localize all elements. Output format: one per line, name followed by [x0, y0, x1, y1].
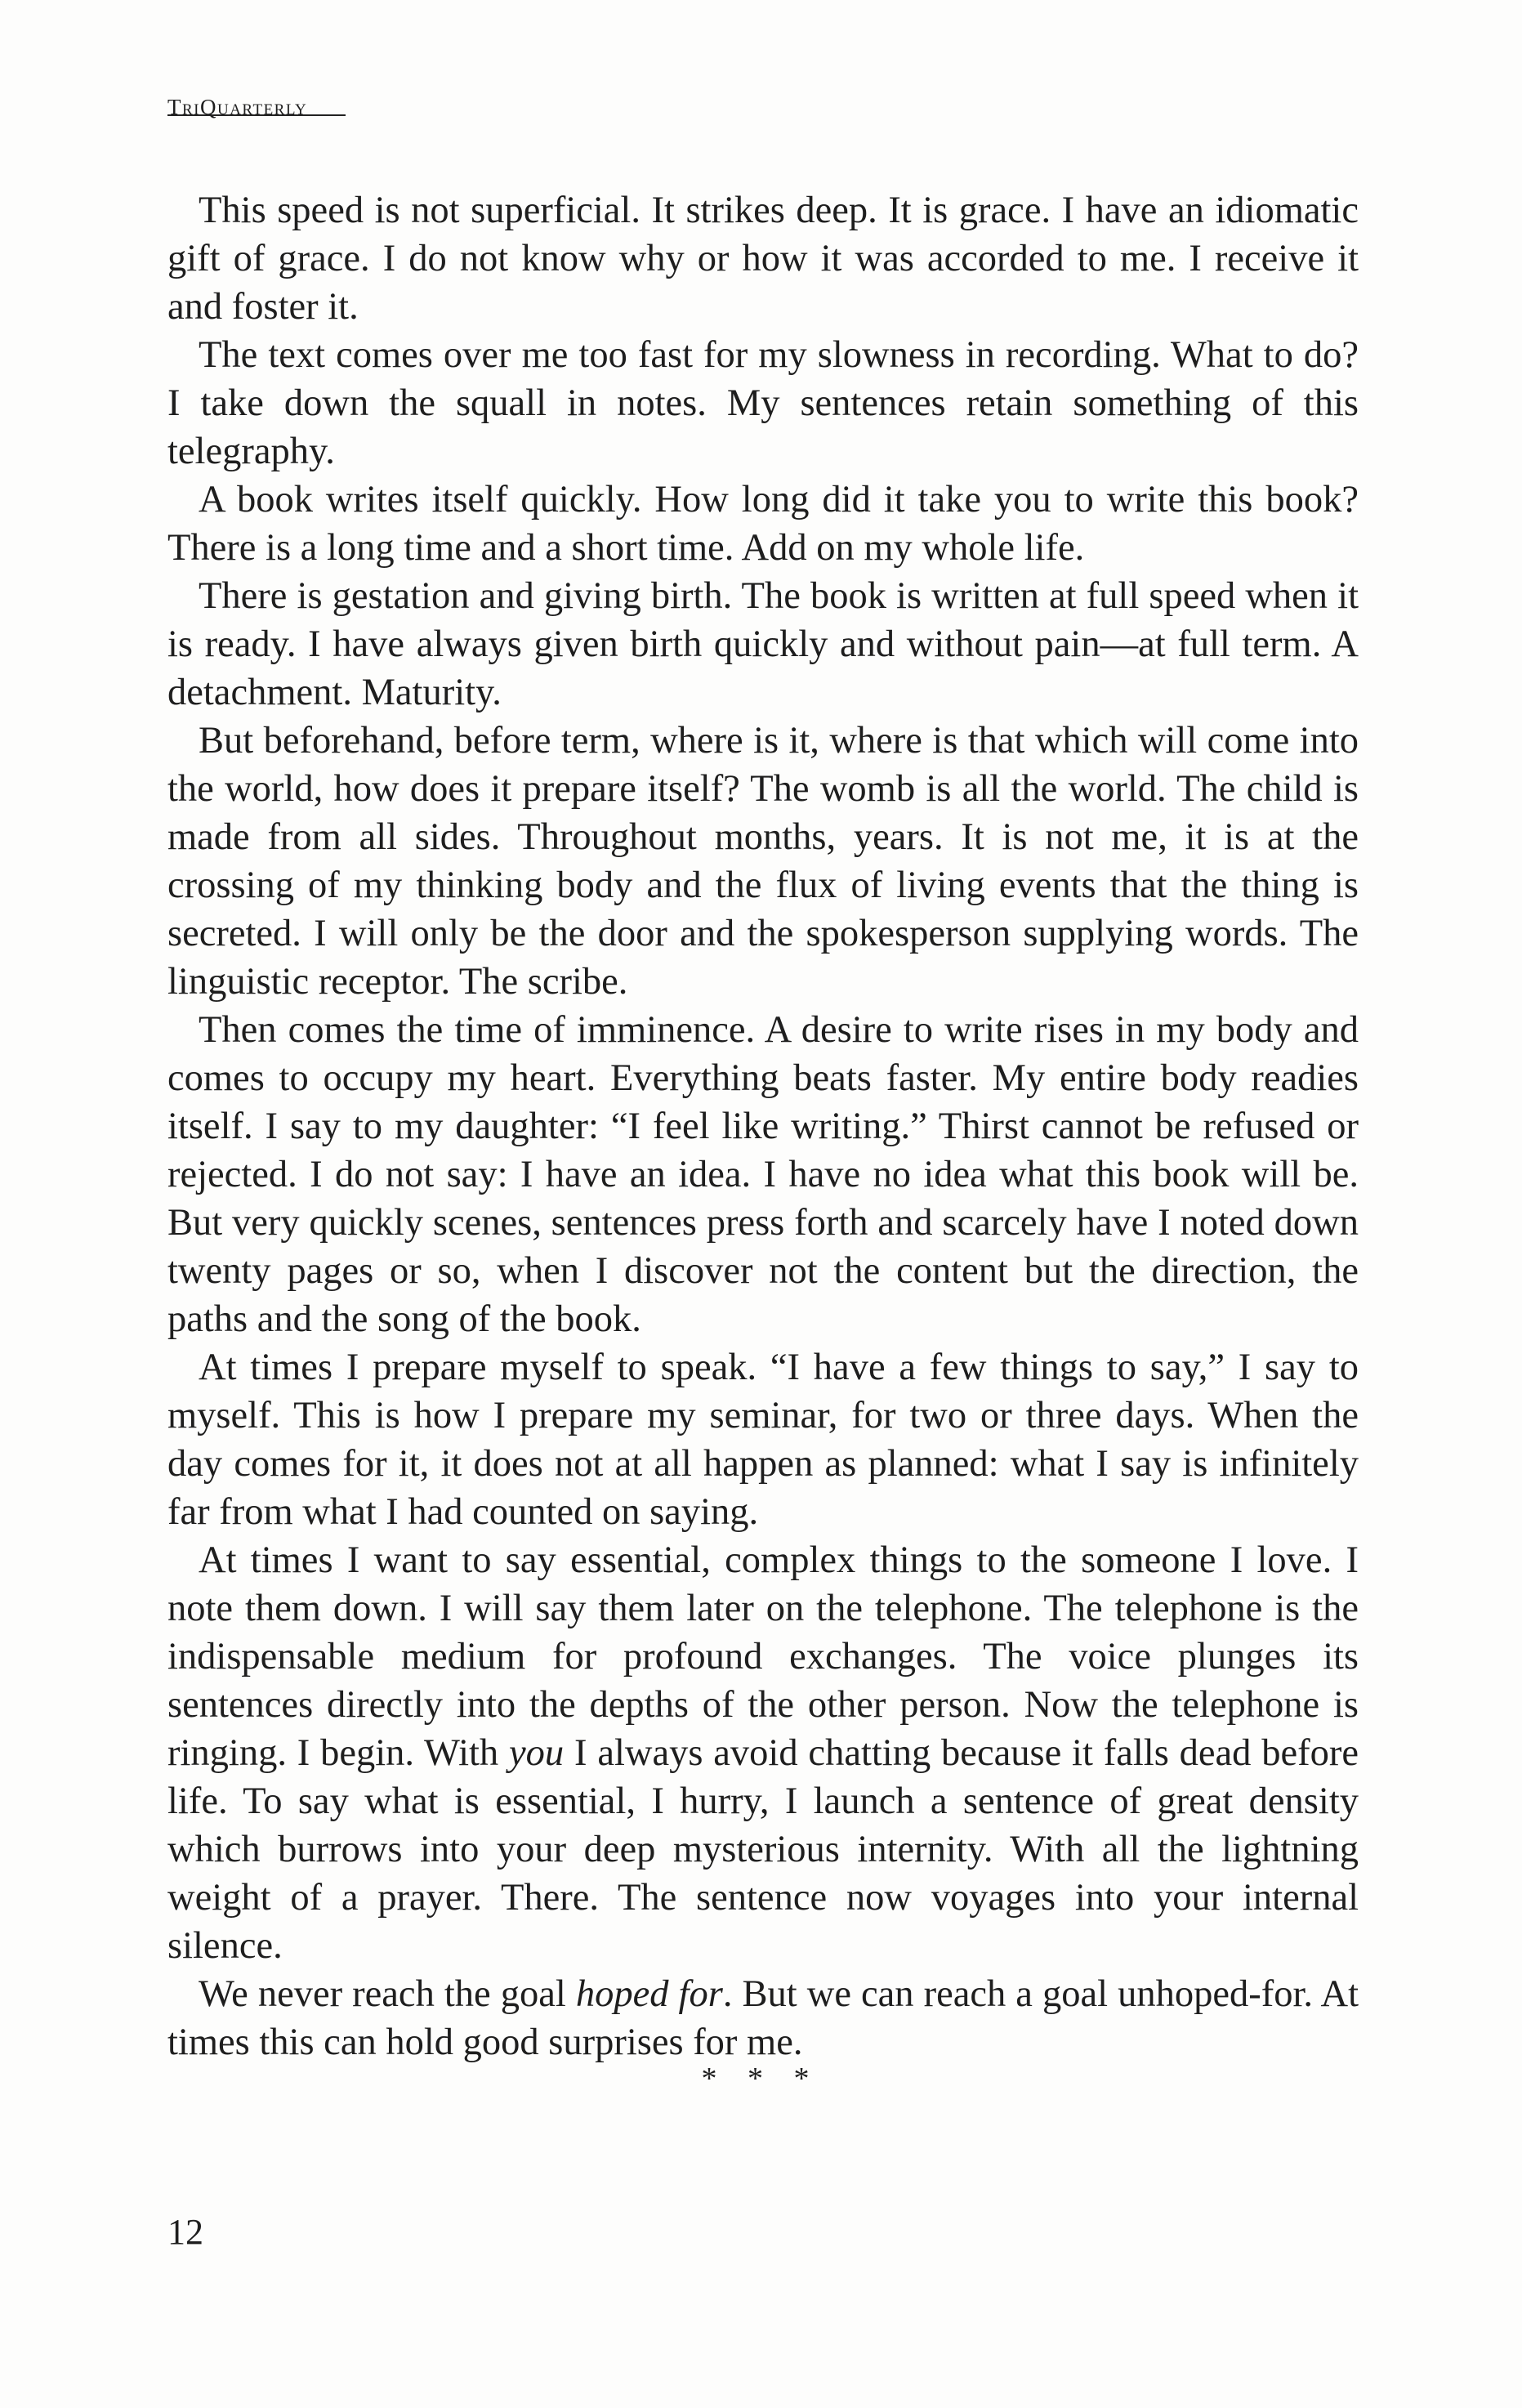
paragraph-8-text-b: I always avoid chatting because it falls dead before life. To say what is essential, I hurry, I launch a sentence of great density which burrows into your deep mysterious internity. With all the lightning weight of a prayer. There. The sentence now voyages into your internal silence. [167, 1732, 1359, 1967]
paragraph-8-emphasis-you: you [509, 1732, 565, 1774]
paragraph-7: At times I prepare myself to speak. “I have a few things to say,” I say to myself. This is how I prepare my seminar, for two or three days. When the day comes for it, it does not at all happen as planned: what I say is infinitely far from what I had counted on saying. [167, 1347, 1359, 1533]
paragraph-8 [167, 1536, 1359, 1970]
paragraph-5: But beforehand, before term, where is it, where is that which will come into the world, how does it prepare itself? The womb is all the world. The child is made from all sides. Throughout months, years. It is not me, it is at the crossing of my thinking body and the flux of living events that the thing is secreted. I will only be the door and the spokesperson supplying words. The linguistic receptor. The scribe. [167, 720, 1359, 1003]
paragraph-4: There is gestation and giving birth. The book is written at full speed when it is ready. I have always given birth quickly and without pain—at full term. A detachment. Maturity. [167, 575, 1359, 713]
paragraph-2: The text comes over me too fast for my slowness in recording. What to do? I take down the squall in notes. My sentences retain something of this telegraphy. [167, 334, 1359, 472]
paragraph-6: Then comes the time of imminence. A desire to write rises in my body and comes to occupy my heart. Everything beats faster. My entire body readies itself. I say to my daughter: “I feel like writing.” Thirst cannot be refused or rejected. I do not say: I have an idea. I have no idea what this book will be. But very quickly scenes, sentences press forth and scarcely have I noted down twenty pages or so, when I discover not the content but the direction, the paths and the song of the book. [167, 1009, 1359, 1340]
paragraph-3: A book writes itself quickly. How long did it take you to write this book? There is a long time and a short time. Add on my whole life. [167, 479, 1359, 569]
body-text [167, 186, 1359, 2066]
paragraph-9 [167, 1970, 1359, 2066]
paragraph-9-text-b: . But we can reach a goal unhoped-for. At times this can hold good surprises for me. [167, 1973, 1359, 2063]
running-head: TriQuarterly [167, 95, 308, 119]
paragraph-9-emphasis-hoped-for: hoped for [575, 1973, 723, 2015]
section-separator: * * * [701, 2062, 821, 2096]
paragraph-8-text-a: At times I want to say essential, complex things to the someone I love. I note them down. I will say them later on the telephone. The telephone is the indispensable medium for profound exchanges. The voice plunges its sentences directly into the depths of the other person. Now the telephone is ringing. I begin. With [167, 1539, 1359, 1774]
paragraph-1: This speed is not superficial. It strikes deep. It is grace. I have an idiomatic gift of grace. I do not know why or how it was accorded to me. I receive it and foster it. [167, 190, 1359, 328]
paragraph-9-text-a: We never reach the goal [199, 1973, 576, 2015]
header-rule [167, 114, 346, 116]
page-number: 12 [167, 2212, 203, 2252]
